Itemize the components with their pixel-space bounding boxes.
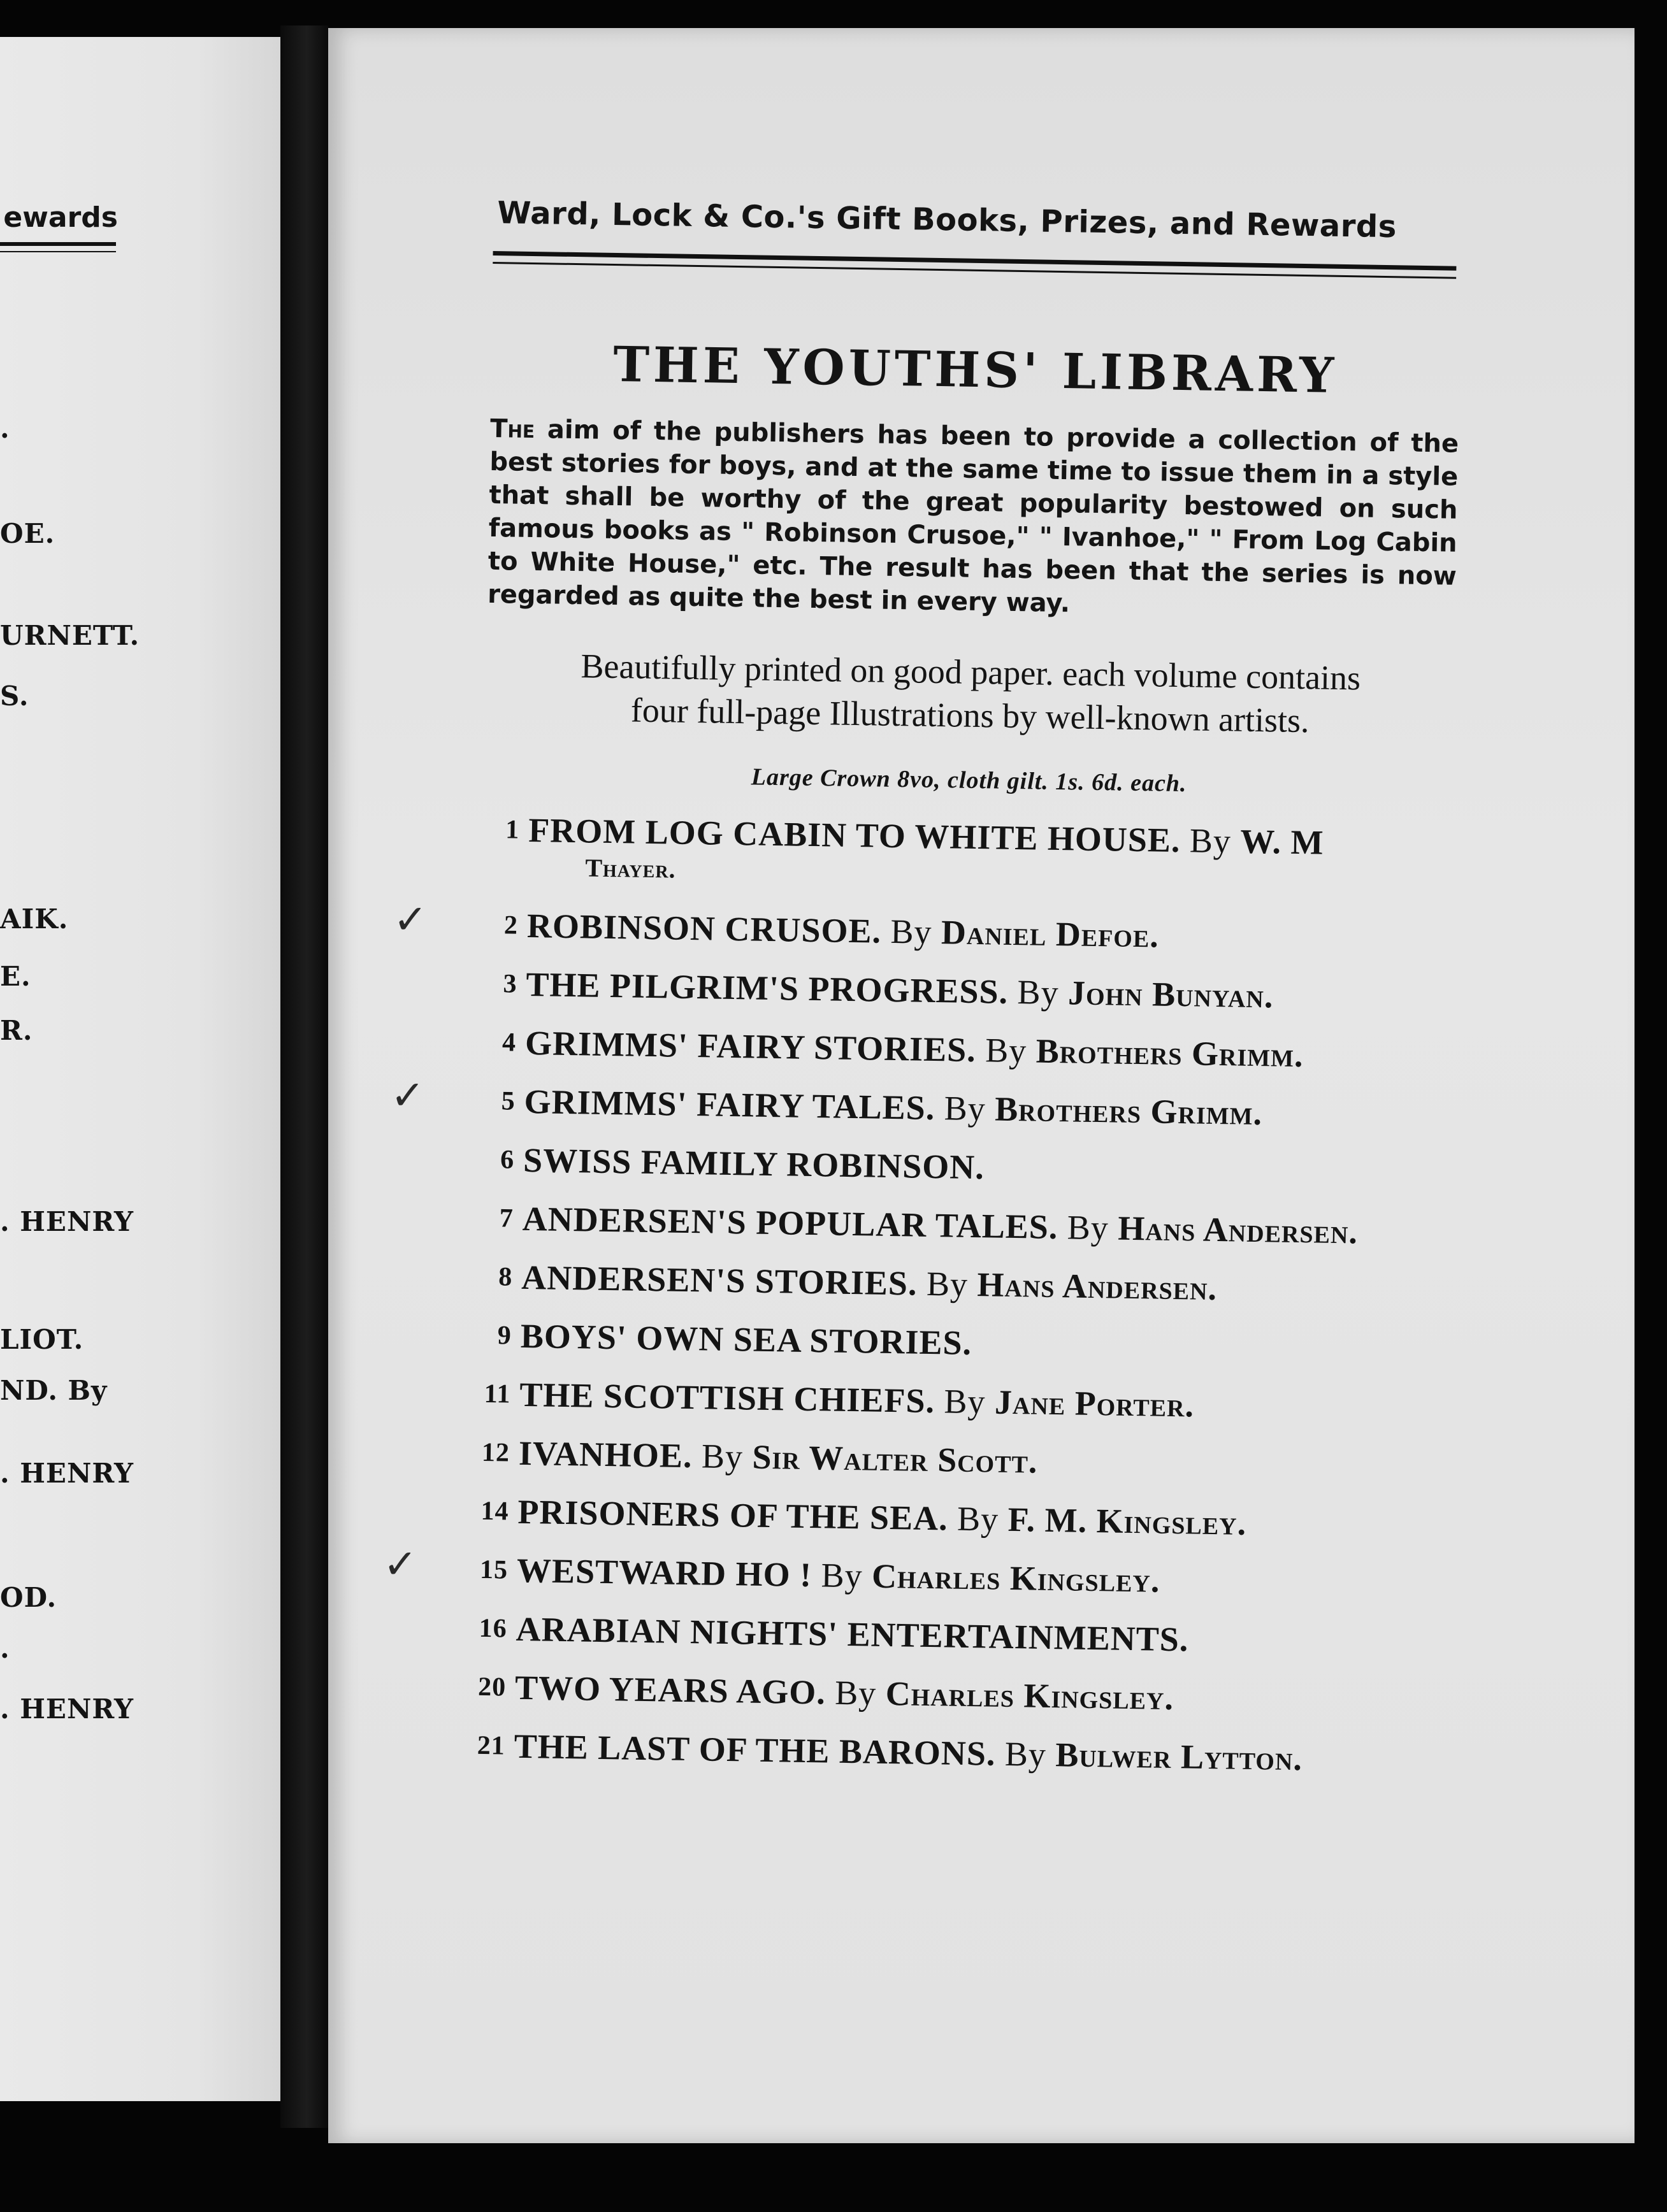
format-note-line-2: four full-page Illustrations by well-known artists. xyxy=(630,691,1310,740)
book-by: By xyxy=(1189,821,1232,861)
left-page-fragment: . xyxy=(0,413,10,444)
book-title: THE SCOTTISH CHIEFS. xyxy=(519,1375,935,1421)
book-title: GRIMMS' FAIRY STORIES. xyxy=(524,1023,977,1070)
book-by: By xyxy=(944,1382,986,1421)
book-title: SWISS FAMILY ROBINSON. xyxy=(523,1140,985,1187)
handwritten-check-icon: ✓ xyxy=(390,1072,426,1120)
left-page-fragment: E. xyxy=(0,961,31,992)
left-page-fragment: S. xyxy=(0,680,29,712)
book-title: ROBINSON CRUSOE. xyxy=(526,906,882,951)
book-author: Charles Kingsley. xyxy=(871,1556,1160,1600)
book-title: BOYS' OWN SEA STORIES. xyxy=(520,1316,972,1362)
book-list-item xyxy=(477,1257,1446,1312)
book-by: By xyxy=(890,912,933,951)
book-list-item xyxy=(382,1540,1441,1605)
book-list-item xyxy=(390,1072,1448,1136)
book-title: THE LAST OF THE BARONS. xyxy=(514,1727,996,1773)
intro-paragraph xyxy=(487,412,1459,626)
book-title: PRISONERS OF THE SEA. xyxy=(517,1492,949,1538)
left-header-rule xyxy=(0,242,116,252)
book-author: Daniel Defoe. xyxy=(941,913,1160,955)
book-number: 5 xyxy=(501,1086,516,1116)
left-page-fragment: ND. By xyxy=(0,1375,108,1406)
book-title: ANDERSEN'S POPULAR TALES. xyxy=(522,1199,1058,1247)
book-number: 11 xyxy=(484,1379,511,1409)
book-list-item xyxy=(483,810,1453,901)
book-number: 3 xyxy=(503,969,517,999)
left-running-header: ewards xyxy=(3,201,118,234)
page-title: THE YOUTHS' LIBRARY xyxy=(612,335,1338,404)
book-title: ARABIAN NIGHTS' ENTERTAINMENTS. xyxy=(516,1609,1189,1659)
book-number: 20 xyxy=(477,1672,507,1702)
book-author: John Bunyan. xyxy=(1067,973,1274,1016)
book-number: 6 xyxy=(500,1145,515,1175)
book-number: 21 xyxy=(477,1730,506,1761)
book-by: By xyxy=(701,1437,744,1476)
left-facing-page xyxy=(0,37,280,2101)
left-page-fragment: R. xyxy=(0,1015,33,1046)
left-page-fragment: . HENRY xyxy=(0,1693,134,1725)
book-author-continuation: Thayer. xyxy=(585,853,677,884)
book-list-item xyxy=(481,964,1450,1019)
book-title: IVANHOE. xyxy=(518,1433,693,1476)
left-page-fragment: . HENRY xyxy=(0,1458,134,1489)
book-by: By xyxy=(944,1089,986,1128)
book-list-item xyxy=(393,896,1452,960)
book-author: Sir Walter Scott. xyxy=(752,1437,1038,1481)
book-number: 4 xyxy=(502,1028,517,1058)
book-author: Charles Kingsley. xyxy=(885,1674,1174,1718)
book-number: 8 xyxy=(498,1262,513,1292)
book-list-item xyxy=(477,1198,1447,1253)
header-rule xyxy=(493,251,1456,279)
book-number: 1 xyxy=(505,815,520,845)
book-number: 7 xyxy=(499,1203,514,1233)
book-number: 14 xyxy=(480,1496,509,1526)
book-by: By xyxy=(1067,1208,1109,1247)
book-author: Jane Porter. xyxy=(994,1382,1195,1425)
book-by: By xyxy=(834,1673,877,1713)
handwritten-check-icon: ✓ xyxy=(393,896,429,944)
catalogue-page xyxy=(328,28,1635,2143)
running-header: Ward, Lock & Co.'s Gift Books, Prizes, and Rewards xyxy=(497,195,1397,245)
book-list-item xyxy=(474,1433,1443,1488)
book-title: THE PILGRIM'S PROGRESS. xyxy=(526,965,1009,1011)
left-page-fragment: AIK. xyxy=(0,903,69,935)
book-title: GRIMMS' FAIRY TALES. xyxy=(524,1082,935,1128)
left-page-fragment: OD. xyxy=(0,1582,57,1613)
book-title: WESTWARD HO ! xyxy=(516,1551,812,1595)
book-number: 15 xyxy=(479,1555,509,1585)
book-by: By xyxy=(956,1499,999,1539)
page-content xyxy=(382,195,1462,1800)
edition-note: Large Crown 8vo, cloth gilt. 1s. 6d. each. xyxy=(751,763,1187,798)
book-title: TWO YEARS AGO. xyxy=(514,1668,826,1712)
intro-lead: The xyxy=(489,413,535,445)
book-number: 12 xyxy=(481,1437,510,1468)
book-number: 9 xyxy=(497,1321,512,1351)
book-list-item xyxy=(470,1667,1440,1722)
left-page-fragment: . xyxy=(0,1633,10,1664)
left-page-fragment: OE. xyxy=(0,518,55,549)
book-title: ANDERSEN'S STORIES. xyxy=(521,1258,918,1303)
book-by: By xyxy=(926,1264,969,1304)
book-author: Brothers Grimm. xyxy=(1036,1031,1304,1075)
book-title: FROM LOG CABIN TO WHITE HOUSE. xyxy=(528,810,1181,860)
book-list xyxy=(382,810,1452,1781)
book-by: By xyxy=(1017,973,1060,1012)
format-note-line-1: Beautifully printed on good paper. each volume contains xyxy=(581,647,1361,698)
book-by: By xyxy=(821,1556,863,1595)
book-author: W. M xyxy=(1239,822,1324,862)
book-list-item xyxy=(471,1609,1440,1663)
intro-text: aim of the publishers has been to provide a collection of the best stories for boys, and at the same time to issue them in a style that shall be worthy of the great popularity bestowed on such famous books as " Robinson Crusoe," " Ivanhoe," " From Log Cabin to White House," etc. The result has been that the series is now regarded as quite the best in every way. xyxy=(487,415,1459,619)
book-by: By xyxy=(985,1031,1027,1070)
left-page-fragment: URNETT. xyxy=(0,620,140,651)
book-list-item xyxy=(469,1726,1438,1781)
left-page-fragment: . HENRY xyxy=(0,1206,134,1237)
book-gutter xyxy=(280,25,328,2128)
left-page-fragment: LIOT. xyxy=(0,1324,84,1355)
book-number: 16 xyxy=(479,1613,508,1644)
book-author: Hans Andersen. xyxy=(1117,1209,1359,1251)
book-by: By xyxy=(1004,1734,1047,1774)
book-author: Brothers Grimm. xyxy=(994,1089,1263,1133)
book-number: 2 xyxy=(503,910,519,940)
book-author: Hans Andersen. xyxy=(977,1265,1218,1308)
book-list-item xyxy=(475,1374,1444,1429)
book-list-item xyxy=(473,1491,1442,1546)
format-note xyxy=(486,643,1455,745)
book-author: F. M. Kingsley. xyxy=(1007,1500,1247,1542)
book-list-item xyxy=(475,1316,1445,1370)
book-list-item xyxy=(480,1023,1450,1077)
book-author: Bulwer Lytton. xyxy=(1055,1735,1303,1778)
handwritten-check-icon: ✓ xyxy=(382,1540,419,1589)
book-list-item xyxy=(479,1140,1448,1195)
